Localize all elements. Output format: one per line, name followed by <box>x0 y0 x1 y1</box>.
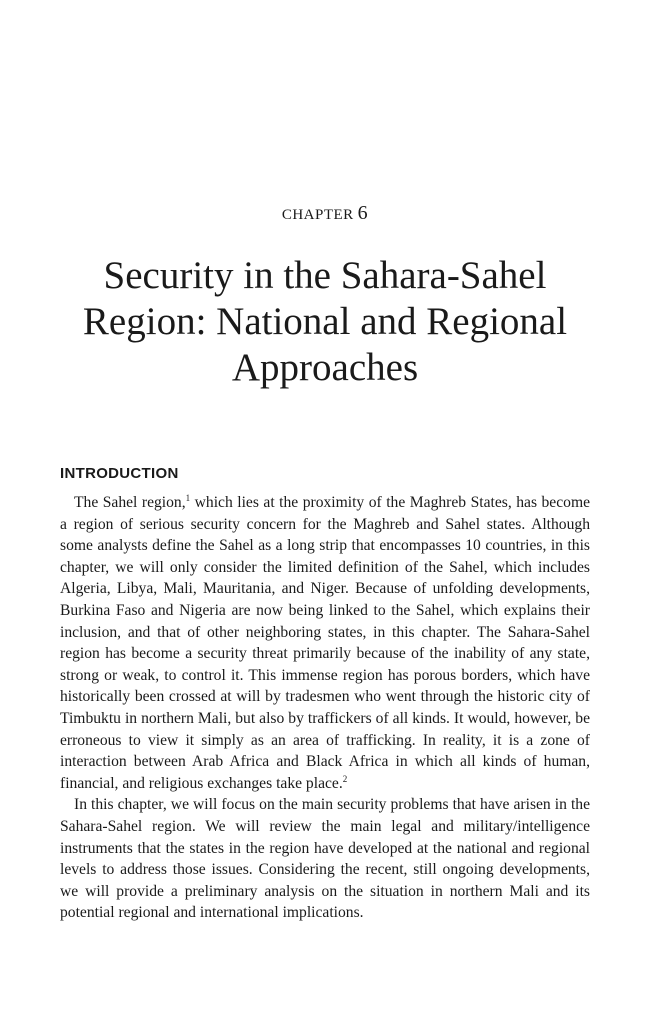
chapter-title <box>60 253 590 391</box>
footnote-ref-1: 1 <box>185 493 191 503</box>
body-text <box>60 492 590 924</box>
footnote-ref-2: 2 <box>342 773 348 784</box>
chapter-title-line-1: Security in the Sahara-Sahel <box>103 254 547 297</box>
chapter-title-line-3: Approaches <box>231 346 419 389</box>
chapter-label <box>0 202 650 225</box>
paragraph-1-body: which lies at the proximity of the Maghreb States, has become a region of serious security concern for the Maghreb and Sahel states. Although some analysts define the Sahel as a long strip that encompasses 10 countries, in this chapter, we will only consider the limited definition of the Sahel, which includes Algeria, Libya, Mali, Mauritania, and Niger. Because of unfolding developments, Burkina Faso and Nigeria are now being linked to the Sahel, which explains their inclusion, and that of other neighboring states, in this chapter. The Sahara-Sahel region has become a security threat primarily because of the inability of any state, strong or weak, to control it. This immense region has porous borders, which have historically been crossed at will by tradesmen who went through the historic city of Timbuktu in northern Mali, but also by traffickers of all kinds. It would, however, be erroneous to view it simply as an area of trafficking. In reality, it is a zone of interaction between Arab Africa and Black Africa in which all kinds of human, financial, and religious exchanges take place. <box>60 494 591 792</box>
chapter-number: 6 <box>357 202 369 224</box>
paragraph-2: In this chapter, we will focus on the main security problems that have arisen in the Sahara-Sahel region. We will review the main legal and military/intelligence instruments that the states in the region have developed at the national and regional levels to address those issues. Considering the recent, still ongoing developments, we will provide a preliminary analysis on the situation in northern Mali and its potential regional and international implications. <box>60 796 590 922</box>
paragraph-1-start: The Sahel region, <box>74 494 186 511</box>
chapter-title-line-2: Region: National and Regional <box>82 300 568 343</box>
section-heading: INTRODUCTION <box>60 465 179 482</box>
paragraph-1 <box>60 492 590 794</box>
chapter-word: CHAPTER <box>281 207 354 223</box>
